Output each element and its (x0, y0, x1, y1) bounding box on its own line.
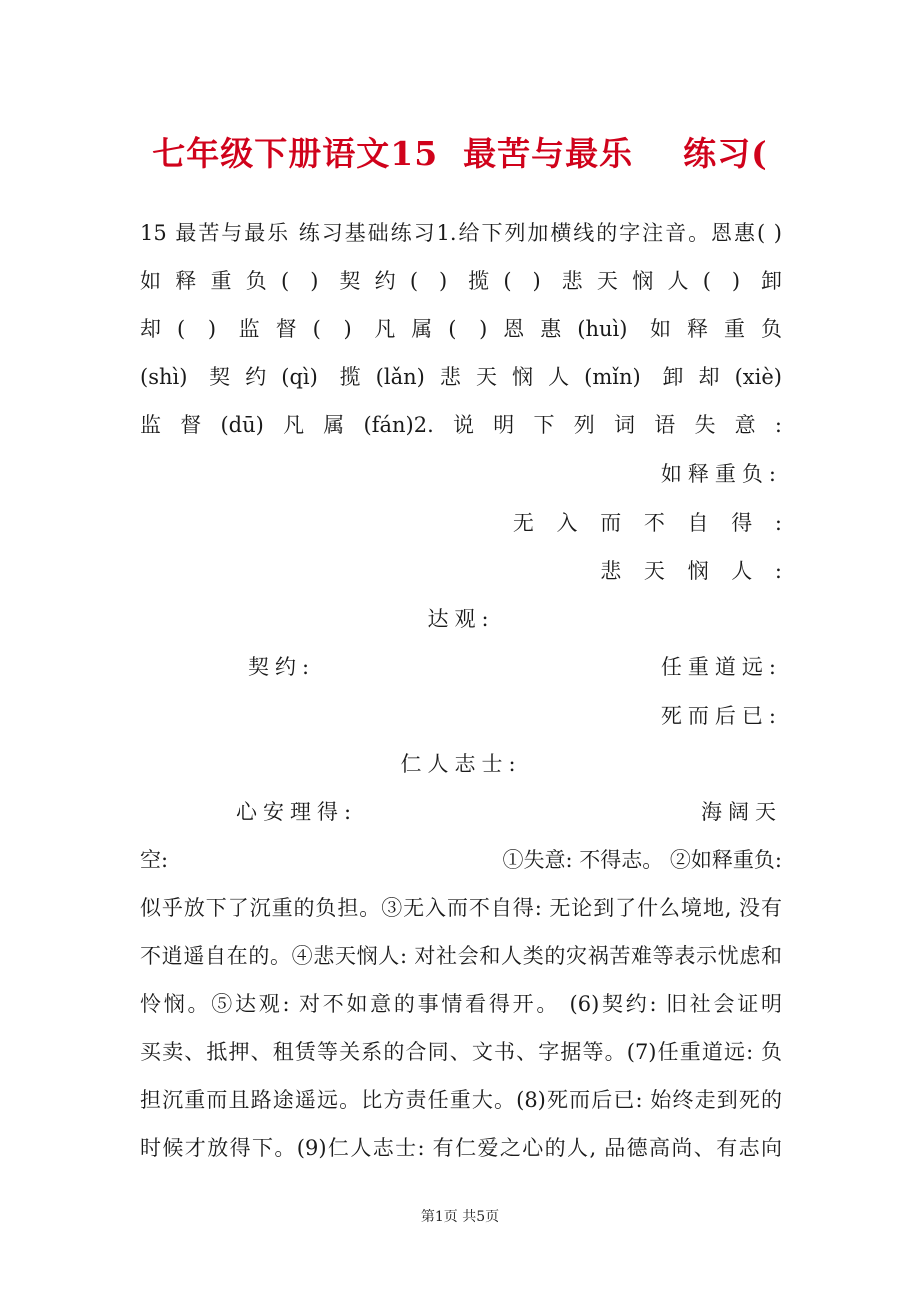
answer-line: 似乎放下了沉重的负担。③无入而不自得: 无论到了什么境地, 没有 (140, 896, 782, 920)
term-prompt: 无 入 而 不 自 得 : (512, 511, 782, 535)
text-line: (shì) 契约(qì) 揽(lǎn)悲天悯人(mǐn) 卸却(xiè) (140, 365, 782, 389)
term-prompt: 海阔天 (701, 800, 782, 824)
text-line: 监督(dū)凡属(fán)2.说明下列词语失意: (140, 413, 782, 437)
answer-text: ①失意: 不得志。 ②如释重负: (502, 848, 782, 872)
answer-line: 担沉重而且路途遥远。比方责任重大。(8)死而后已: 始终走到死的 (140, 1088, 782, 1112)
text-line: 却( ) 监督( ) 凡属( )恩惠(huì) 如释重负 (140, 317, 782, 341)
answer-line: 不逍遥自在的。④悲天悯人: 对社会和人类的灾祸苦难等表示忧虑和 (140, 944, 782, 968)
page-title: 七年级下册语文15 最苦与最乐 练习( (152, 134, 768, 173)
term-prompt: 悲 天 悯 人 : (600, 559, 782, 583)
text-line (140, 845, 782, 875)
term-prompt: 达观: (427, 607, 495, 631)
term-prompt: 契约: (248, 655, 316, 679)
text-line (140, 652, 782, 682)
term-prompt: 空: (140, 848, 169, 872)
text-line: 如释重负( ) 契约( ) 揽( ) 悲天悯人( ) 卸 (140, 269, 782, 293)
text-line: 15 最苦与最乐 练习基础练习1.给下列加横线的字注音。恩惠( ) (140, 221, 782, 245)
answer-line: 怜悯。⑤达观: 对不如意的事情看得开。 (6)契约: 旧社会证明 (140, 992, 782, 1016)
term-prompt: 死而后已: (660, 704, 782, 728)
term-prompt: 任重道远: (660, 655, 782, 679)
text-line (140, 797, 782, 827)
page-footer: 第1页 共5页 (420, 1209, 500, 1225)
term-prompt: 心安理得: (236, 800, 358, 824)
term-prompt: 仁人志士: (400, 752, 522, 776)
term-prompt: 如释重负: (660, 462, 782, 486)
answer-line: 时候才放得下。(9)仁人志士: 有仁爱之心的人, 品德高尚、有志向 (140, 1136, 782, 1160)
answer-line: 买卖、抵押、租赁等关系的合同、文书、字据等。(7)任重道远: 负 (140, 1040, 782, 1064)
